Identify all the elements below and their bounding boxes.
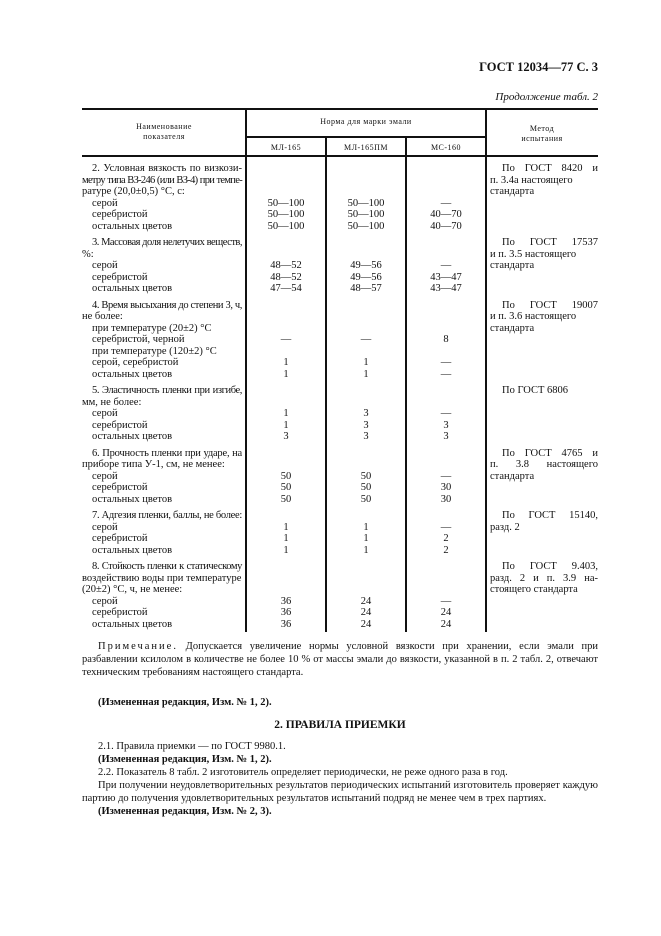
header-method: Метод испытания [521, 124, 563, 143]
table-row-group [82, 237, 598, 295]
value-cell: 1 [283, 533, 289, 544]
grade-column [326, 561, 406, 630]
value-cell [246, 346, 326, 358]
table-body [82, 163, 598, 630]
value-cell: 48—52 [270, 271, 302, 283]
method-cell [486, 448, 598, 506]
value-cell: 3 [363, 408, 369, 419]
value-cell [326, 175, 406, 187]
value-cell [406, 323, 486, 335]
grade-column [406, 385, 486, 443]
value-cell: 3 [443, 419, 449, 431]
grade-column [246, 385, 326, 443]
grade-column [326, 237, 406, 295]
value-cell [246, 323, 326, 335]
indicator-line: при температуре (20±2) °С [92, 322, 212, 334]
indicator-cell [82, 385, 246, 443]
value-cell: 1 [283, 408, 289, 419]
value-cell: 50—100 [267, 209, 305, 220]
indicator-line: серебристой [92, 533, 148, 544]
method-line: и п. 3.5 настоящего [490, 248, 577, 260]
method-line: По ГОСТ 4765 и [502, 447, 598, 459]
indicator-line: 4. Время высыхания до степени 3, ч, [92, 299, 242, 311]
value-cell: — [440, 470, 452, 482]
indicator-line: 6. Прочность пленки при ударе, на [92, 447, 242, 459]
indicator-line: серой [92, 470, 118, 482]
indicator-line: мм, не более: [82, 396, 142, 408]
value-cell: 36 [280, 595, 292, 607]
indicator-line: остальных цветов [92, 493, 173, 505]
indicator-line: 5. Эластичность пленки при изгибе, [92, 385, 242, 396]
value-cell [326, 346, 406, 358]
value-cell [406, 584, 486, 596]
paragraph-2-1: 2.1. Правила приемки — по ГОСТ 9980.1. [98, 741, 286, 752]
grade-column [246, 163, 326, 232]
indicator-line: остальных цветов [92, 368, 173, 380]
grade-column [246, 510, 326, 556]
value-cell [326, 448, 406, 460]
value-cell [326, 385, 406, 397]
indicator-line: серой [92, 260, 118, 271]
indicator-cell [82, 163, 246, 232]
indicator-line: %: [82, 248, 94, 260]
value-cell: 24 [440, 607, 452, 618]
text-below-table [82, 640, 598, 818]
value-cell: 30 [440, 493, 452, 505]
grade-column [246, 300, 326, 381]
table-continuation-label: Продолжение табл. 2 [495, 91, 598, 103]
table-row-group [82, 510, 598, 556]
value-cell: 40—70 [430, 220, 462, 232]
value-cell [246, 311, 326, 323]
value-cell [406, 175, 486, 187]
value-cell [406, 163, 486, 175]
amendment-note: (Измененная редакция, Изм. № 1, 2). [98, 754, 272, 765]
value-cell: 24 [360, 618, 372, 630]
value-cell [246, 385, 326, 397]
value-cell: 50 [280, 493, 292, 505]
indicator-line: серой [92, 521, 118, 533]
value-cell: 1 [363, 533, 369, 544]
value-cell [326, 249, 406, 261]
value-cell [406, 249, 486, 261]
indicator-line: (20±2) °С, ч, не менее: [82, 584, 183, 595]
value-cell [246, 561, 326, 573]
value-cell [406, 573, 486, 585]
indicator-cell [82, 300, 246, 381]
indicator-line: серой [92, 197, 118, 209]
indicator-line: остальных цветов [92, 431, 173, 442]
value-cell [326, 573, 406, 585]
indicator-line: серебристой [92, 209, 148, 220]
value-cell [246, 300, 326, 312]
value-cell [246, 510, 326, 522]
value-cell [246, 175, 326, 187]
value-cell: 50 [360, 470, 372, 482]
header-grade: МС-160 [430, 143, 462, 152]
value-cell: 2 [443, 544, 449, 556]
indicator-line: серебристой [92, 482, 148, 493]
header-grade: МЛ-165ПМ [343, 143, 389, 152]
method-cell [486, 163, 598, 232]
value-cell [246, 573, 326, 585]
value-cell: 50 [360, 493, 372, 505]
method-cell [486, 561, 598, 630]
method-line: По ГОСТ 9.403, [502, 561, 598, 572]
grade-column [406, 163, 486, 232]
indicator-line: 2. Условная вязкость по визкози- [92, 163, 242, 174]
method-cell [486, 385, 598, 443]
table-note: Примечание. Допускается увеличение нормы условной вязкости при хранении, если эмали при разбавлении ксилолом в количестве не более 10 % от массы эмали до вязкости, указанной в п. 2 табл. 2, отвечают техническим требованиям настоящего стандарта. [82, 641, 599, 678]
value-cell: — [440, 197, 452, 209]
grade-column [246, 237, 326, 295]
value-cell: 1 [283, 357, 289, 368]
value-cell [246, 249, 326, 261]
value-cell: 8 [443, 334, 449, 345]
indicator-line: серебристой, черной [92, 334, 185, 345]
indicator-line: не более: [82, 311, 123, 322]
value-cell [406, 510, 486, 522]
value-cell [406, 448, 486, 460]
amendment-note: (Измененная редакция, Изм. № 2, 3). [98, 806, 272, 817]
value-cell [246, 459, 326, 471]
value-cell: 1 [283, 544, 289, 556]
method-line: По ГОСТ 8420 и [502, 163, 598, 174]
value-cell: 1 [363, 544, 369, 556]
value-cell: 1 [363, 368, 369, 380]
indicator-cell [82, 561, 246, 630]
method-line: По ГОСТ 6806 [502, 385, 569, 396]
values-cell [246, 385, 486, 443]
method-line: стандарта [490, 186, 535, 197]
value-cell: 50 [360, 482, 372, 493]
method-line: и п. 3.6 настоящего [490, 311, 577, 322]
value-cell [406, 300, 486, 312]
amendment-note: (Измененная редакция, Изм. № 1, 2). [98, 697, 272, 708]
value-cell [246, 397, 326, 409]
indicator-line: 8. Стойкость пленки к статическому [92, 561, 242, 572]
grade-column [406, 300, 486, 381]
value-cell: 50—100 [347, 197, 385, 209]
value-cell [326, 163, 406, 175]
value-cell: 40—70 [430, 209, 462, 220]
header-norm: Норма для марки эмали [320, 117, 412, 126]
indicator-line: серой, серебристой [92, 357, 179, 368]
value-cell [246, 237, 326, 249]
indicator-line: метру типа ВЗ-246 (или ВЗ-4) при темпе- [82, 174, 242, 186]
value-cell: 49—56 [350, 271, 382, 283]
value-cell [246, 584, 326, 596]
value-cell [326, 311, 406, 323]
value-cell [406, 346, 486, 358]
value-cell: 24 [360, 607, 372, 618]
document-reference: ГОСТ 12034—77 С. 3 [479, 60, 598, 74]
grade-column [326, 448, 406, 506]
value-cell: 50—100 [347, 220, 385, 232]
value-cell: — [440, 260, 452, 271]
indicator-line: при температуре (120±2) °С [92, 345, 217, 357]
value-cell [326, 237, 406, 249]
value-cell [406, 311, 486, 323]
value-cell: 1 [363, 521, 369, 533]
value-cell [326, 561, 406, 573]
value-cell: — [440, 408, 452, 419]
value-cell [326, 186, 406, 198]
table-row-group [82, 448, 598, 506]
method-line: п. 3.8 настоящего [490, 459, 598, 470]
value-cell: — [440, 357, 452, 368]
value-cell: 50—100 [347, 209, 385, 220]
value-cell: 1 [283, 368, 289, 380]
value-cell: 2 [443, 533, 449, 544]
method-cell [486, 237, 598, 295]
value-cell [326, 300, 406, 312]
value-cell [406, 186, 486, 198]
grade-column [406, 448, 486, 506]
table-row-group [82, 300, 598, 381]
method-line: По ГОСТ 17537 [502, 237, 598, 248]
value-cell [326, 397, 406, 409]
table-row-group [82, 385, 598, 443]
value-cell: — [360, 334, 372, 345]
grade-column [326, 385, 406, 443]
value-cell [326, 459, 406, 471]
method-line: п. 3.4а настоящего [490, 174, 573, 186]
values-cell [246, 300, 486, 381]
indicator-cell [82, 448, 246, 506]
method-cell [486, 300, 598, 381]
grade-column [326, 163, 406, 232]
value-cell [406, 237, 486, 249]
method-line: стандарта [490, 470, 535, 482]
header-divider [246, 136, 486, 138]
indicator-line: серебристой [92, 419, 148, 431]
value-cell: 50 [280, 470, 292, 482]
value-cell: 24 [360, 595, 372, 607]
value-cell: 36 [280, 607, 292, 618]
method-line: По ГОСТ 15140, [502, 510, 598, 521]
value-cell [406, 385, 486, 397]
value-cell: 49—56 [350, 260, 382, 271]
section-heading: 2. ПРАВИЛА ПРИЕМКИ [274, 719, 406, 731]
indicator-line: остальных цветов [92, 220, 173, 232]
value-cell [246, 186, 326, 198]
method-line: стоящего стандарта [490, 584, 578, 595]
indicator-line: остальных цветов [92, 618, 173, 630]
value-cell: 1 [363, 357, 369, 368]
method-line: стандарта [490, 260, 535, 271]
indicator-line: серебристой [92, 607, 148, 618]
value-cell: 47—54 [270, 283, 302, 294]
value-cell: 36 [280, 618, 292, 630]
value-cell: 3 [283, 431, 289, 442]
value-cell: 3 [363, 431, 369, 442]
values-cell [246, 448, 486, 506]
grade-column [246, 561, 326, 630]
value-cell [406, 561, 486, 573]
value-cell [406, 397, 486, 409]
table-row-group [82, 163, 598, 232]
table-row-group [82, 561, 598, 630]
grade-column [406, 510, 486, 556]
grade-column [326, 510, 406, 556]
indicator-line: остальных цветов [92, 544, 173, 556]
header-name: Наименование показателя [136, 122, 192, 141]
indicator-line: приборе типа У-1, см, не менее: [82, 459, 225, 470]
grade-column [406, 237, 486, 295]
indicator-line: 7. Адгезия пленки, баллы, не более: [92, 510, 242, 521]
header-bottom-border [82, 155, 598, 157]
method-line: разд. 2 [490, 521, 520, 533]
indicator-line: остальных цветов [92, 283, 173, 294]
value-cell: — [440, 368, 452, 380]
value-cell: 43—47 [430, 283, 462, 294]
values-cell [246, 237, 486, 295]
grade-column [326, 300, 406, 381]
indicator-line: серой [92, 408, 118, 419]
value-cell: 24 [440, 618, 452, 630]
value-cell: 43—47 [430, 271, 462, 283]
indicator-line: 3. Массовая доля нелетучих веществ, [92, 237, 242, 248]
method-line: разд. 2 и п. 3.9 на- [490, 572, 598, 584]
values-cell [246, 163, 486, 232]
indicator-line: ратуре (20,0±0,5) °С, с: [82, 186, 185, 197]
value-cell [326, 323, 406, 335]
value-cell: 50—100 [267, 197, 305, 209]
paragraph-2-2: 2.2. Показатель 8 табл. 2 изготовитель определяет периодически, не реже одного раза в год. [98, 767, 508, 778]
value-cell [406, 459, 486, 471]
value-cell: — [440, 521, 452, 533]
indicator-cell [82, 510, 246, 556]
value-cell [246, 163, 326, 175]
grade-column [246, 448, 326, 506]
value-cell [246, 448, 326, 460]
value-cell: 50—100 [267, 220, 305, 232]
indicator-line: серебристой [92, 271, 148, 283]
header-grade: МЛ-165 [270, 143, 302, 152]
value-cell [326, 584, 406, 596]
paragraph-2-2-cont: При получении неудовлетворительных результатов периодических испытаний изготовитель проверяет каждую партию до получения удовлетворительных результатов испытаний подряд не менее чем в трех партиях. [82, 780, 598, 804]
values-cell [246, 561, 486, 630]
content-flow [82, 163, 598, 818]
value-cell: — [280, 334, 292, 345]
value-cell: 48—57 [350, 283, 382, 294]
value-cell: — [440, 595, 452, 607]
values-cell [246, 510, 486, 556]
method-line: стандарта [490, 322, 535, 334]
table-top-border [82, 108, 598, 110]
value-cell [326, 510, 406, 522]
method-cell [486, 510, 598, 556]
value-cell: 48—52 [270, 260, 302, 271]
value-cell: 3 [443, 431, 449, 442]
indicator-line: воздействию воды при температуре [82, 572, 242, 584]
grade-column [406, 561, 486, 630]
value-cell: 1 [283, 521, 289, 533]
method-line: По ГОСТ 19007 [502, 299, 598, 311]
value-cell: 1 [283, 419, 289, 431]
indicator-cell [82, 237, 246, 295]
value-cell: 50 [280, 482, 292, 493]
value-cell: 3 [363, 419, 369, 431]
indicator-line: серой [92, 595, 118, 607]
value-cell: 30 [440, 482, 452, 493]
